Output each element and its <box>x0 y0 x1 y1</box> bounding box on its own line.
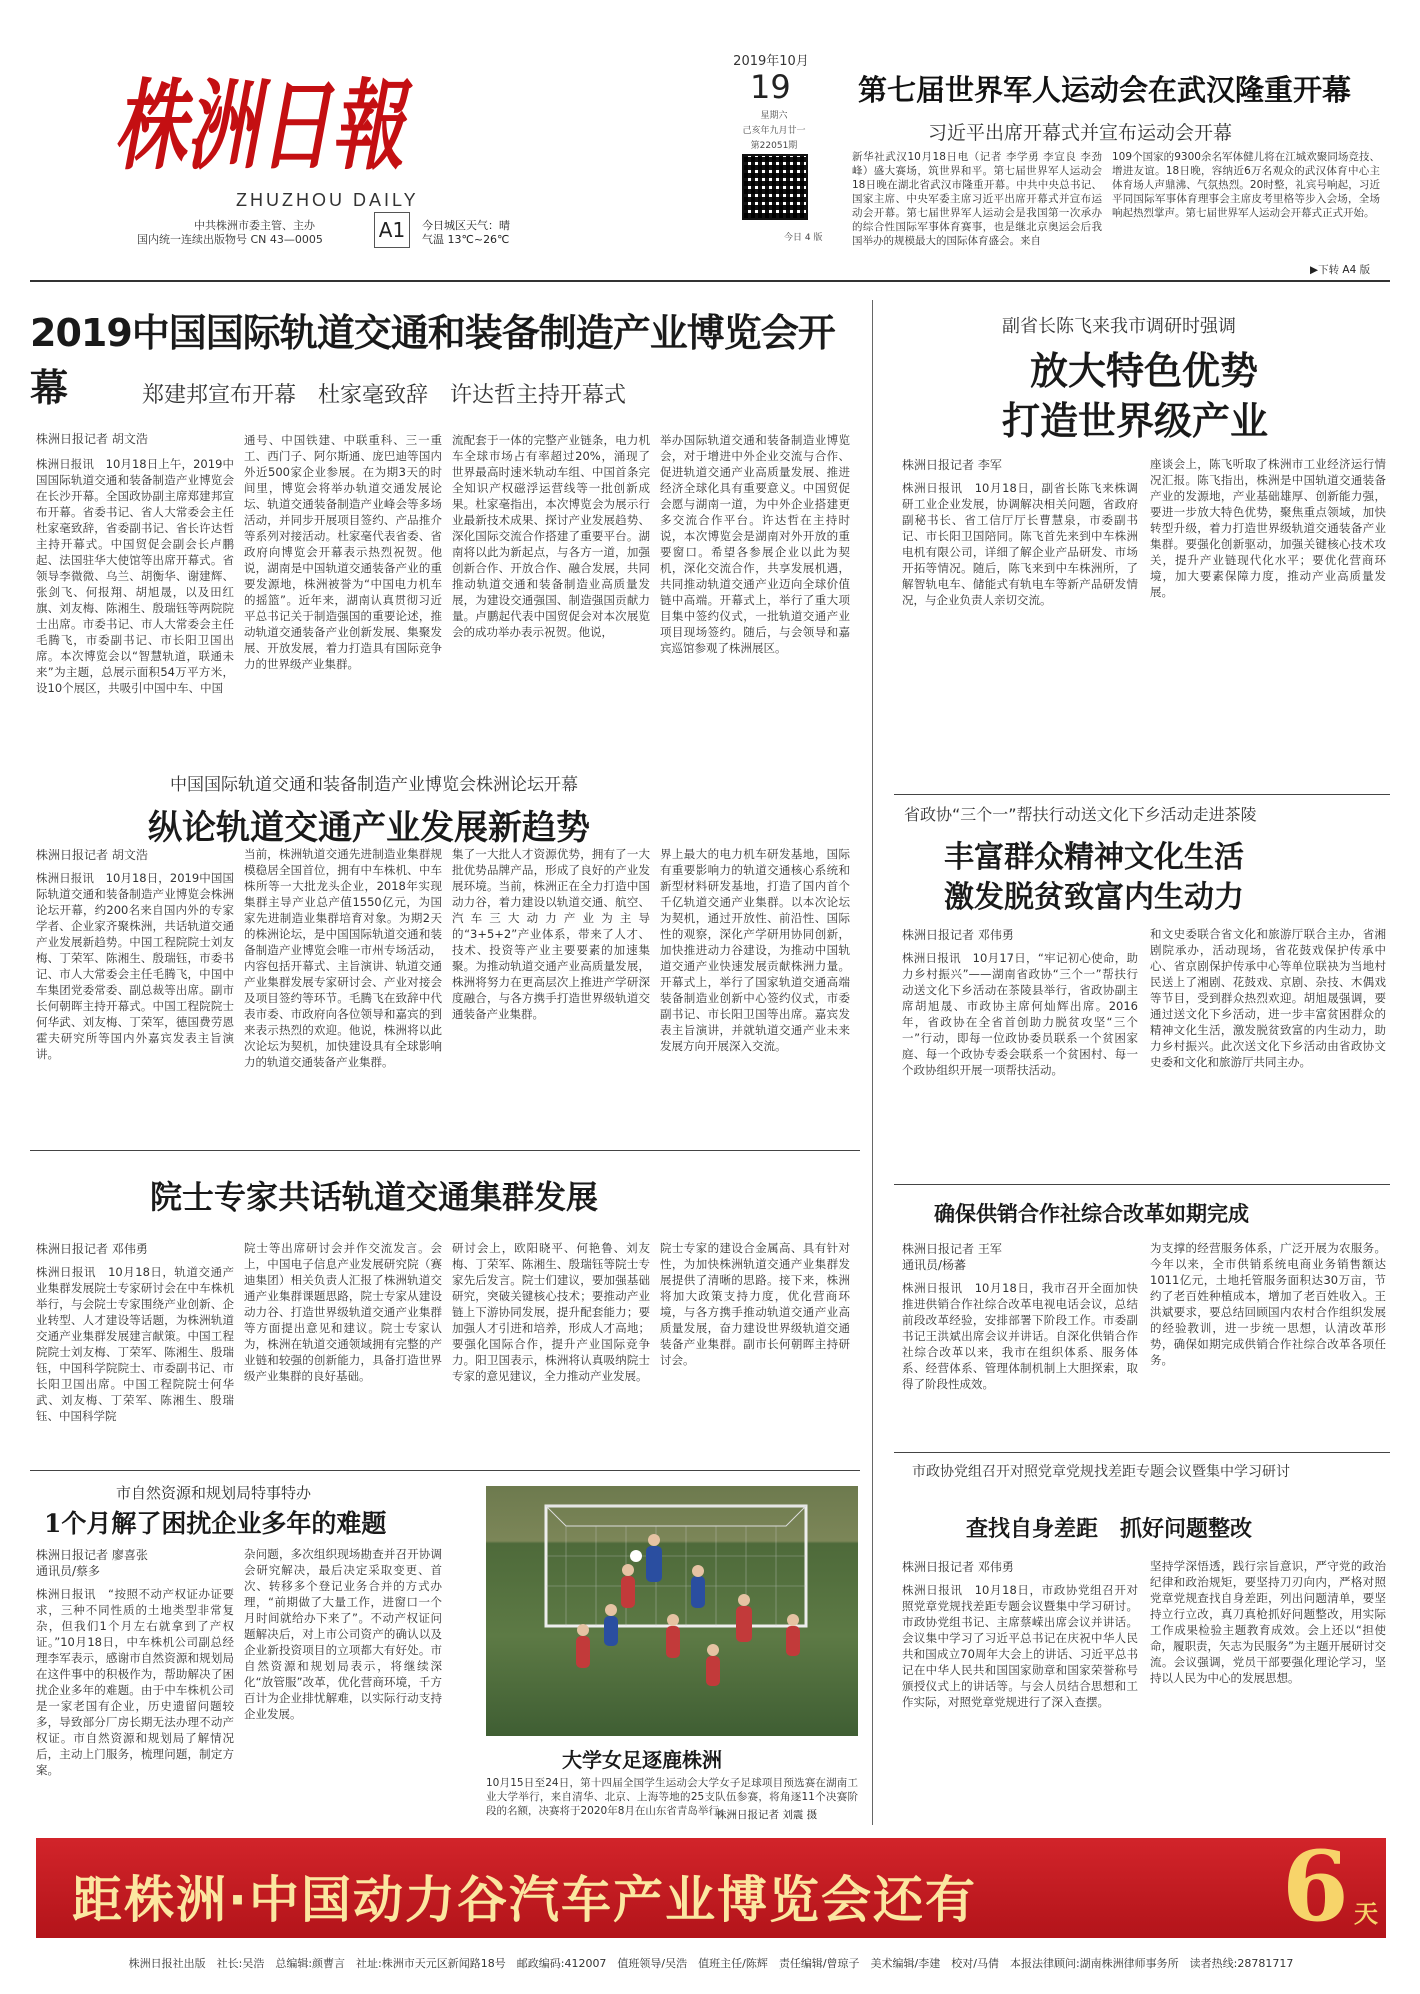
culture-byline: 株洲日报记者 邓伟勇 <box>902 928 1014 942</box>
resource-byline2: 通讯员/蔡多 <box>36 1564 101 1578</box>
top-story-col1: 新华社武汉10月18日电（记者 李学勇 李宣良 李劲峰）盛大赛场，筑世界和平。第七届世界军人运动会18日晚在湖北省武汉市隆重开幕。中共中央总书记、国家主席、中央军委主席习近平出席开幕式并宣布运动会开幕。第七届世界军人运动会是我国第一次承办的综合性国际军事体育赛事，也是继北京奥运会后我国举办的规模最大的国际体育盛会。来自 <box>852 151 1102 247</box>
academician-col4: 院士专家的建设合金属高、具有针对性，为加快株洲轨道交通产业集群发展提供了清晰的思路。接下来，株洲将加大政策支持力度，优化营商环境，与各方携手推动轨道交通产业高质量发展，奋力建设世界级轨道交通装备产业集群。副市长何朝晖主持研讨会。 <box>660 1241 850 1367</box>
resource-kicker: 市自然资源和规划局特事特办 <box>116 1484 312 1502</box>
photo-caption: 10月15日至24日，第十四届全国学生运动会大学女子足球项目预选赛在湖南工业大学举行，来自清华、北京、上海等地的25支队伍参赛，将角逐11个决赛阶段的名额，决赛将于2020年8月在山东省青岛举行。 <box>486 1777 858 1817</box>
culture-col2: 和文史委联合省文化和旅游厅联合主办，省湘剧院承办，活动现场，省花鼓戏保护传承中心、省京剧保护传承中心等单位联袂为当地村民送上了湘剧、花鼓戏、京剧、杂技、木偶戏等节目，受到群众热烈欢迎。胡旭晟强调，要通过送文化下乡活动，进一步丰富贫困群众的精神文化生活，激发脱贫致富的内生动力，助力乡村振兴。此次送文化下乡活动由省政协文史委和文化和旅游厅共同主办。 <box>1150 927 1386 1069</box>
lead-col1: 株洲日报讯 10月18日上午，2019中国国际轨道交通和装备制造产业博览会在长沙开幕。全国政协副主席郑建邦宣布开幕。省委书记、省人大常委会主任杜家毫致辞，省委副书记、省长许达哲主持开幕式。中国贸促会副会长卢鹏起、法国驻华大使馆等出席开幕式。省领导李微微、乌兰、胡衡华、谢建辉、张剑飞、何报翔、胡旭晟，以及田红旗、刘友梅、陈湘生、殷瑞钰等两院院士出席。市委书记、市人大常委会主任毛腾飞，市委副书记、市长阳卫国出席。本次博览会以“智慧轨道，联通未来”为主题，总展示面积54万平方米，设10个展区，共吸引中国中车、中国 <box>36 457 234 695</box>
weather: 今日城区天气：晴 <box>422 219 510 232</box>
top-story-jump: ▶下转 A4 版 <box>1310 264 1371 276</box>
lead-headline: 2019中国国际轨道交通和装备制造产业博览会开幕 <box>30 311 835 410</box>
culture-headline2: 激发脱贫致富内生动力 <box>944 880 1244 915</box>
coop-col2: 为支撑的经营服务体系，广泛开展为农服务。今年以来，全市供销系统电商业务销售额达1011亿元，土地托管服务面积达30万亩，节约了老百姓种植成本，增加了老百姓收入。王洪斌要求，要总结回顾国内农村合作组织发展的经验教训，进一步统一思想，认清改革形势，确保如期完成供销合作社综合改革各项任务。 <box>1150 1241 1386 1367</box>
resource-col2: 杂问题，多次组织现场勘查并召开协调会研究解决，最后决定采取变更、首次、转移多个登记业务合并的方式办理，“前期做了大量工作，进窗口一个月时间就给办下来了”。不动产权证问题解决后，对上市公司资产的确认以及企业新投资项目的立项都大有好处。市自然资源和规划局表示，将继续深化“放管服”改革，优化营商环境，千方百计为企业排忧解难，以实际行动支持企业发展。 <box>244 1547 442 1721</box>
banner-unit: 天 <box>1354 1900 1378 1928</box>
banner-days: 6 <box>1282 1830 1349 1943</box>
temperature: 气温 13℃~26℃ <box>422 233 510 246</box>
lead-byline: 株洲日报记者 胡文浩 <box>36 432 148 446</box>
culture-headline1: 丰富群众精神文化生活 <box>944 840 1244 875</box>
academician-byline: 株洲日报记者 邓伟勇 <box>36 1242 148 1256</box>
vice-governor-col1: 株洲日报讯 10月18日，副省长陈飞来株调研工业企业发展，协调解决相关问题，省政府副秘书长、省工信厅厅长曹慧泉，市委副书记、市长阳卫国陪同。陈飞首先来到中车株洲电机有限公司，详细了解企业产品研发、市场开拓等情况。随后，陈飞来到中车株洲所，了解智轨电车、储能式有轨电车等新产品研发情况，与企业负责人亲切交流。 <box>902 481 1138 607</box>
academician-col1: 株洲日报讯 10月18日，轨道交通产业集群发展院士专家研讨会在中车株机举行，与会院士专家围绕产业创新、企业转型、人才建设等话题，为株洲轨道交通产业集群发展建言献策。中国工程院院士刘友梅、丁荣军、陈湘生、殷瑞钰，中国科学院院士、市委副书记、市长阳卫国出席。中国工程院院士何华武、刘友梅、丁荣军、陈湘生、殷瑞钰、中国科学院 <box>36 1265 234 1423</box>
vice-governor-byline: 株洲日报记者 李军 <box>902 458 1002 472</box>
logo-text: 株洲日報 <box>114 69 413 184</box>
photo-scene <box>486 1486 858 1736</box>
date-day: 19 <box>750 68 791 106</box>
forum-col4: 界上最大的电力机车研发基地，国际有重要影响力的轨道交通核心系统和新型材料研发基地，打造了国内首个千亿轨道交通产业集群。以本次论坛为契机，通过开放性、前沿性、国际性的观察，深化产学研用协同创新，加快推进动力谷建设，为推动中国轨道交通产业快速发展贡献株洲力量。开幕式上，举行了国家轨道交通高端装备制造业创新中心签约仪式，市委副书记、市长阳卫国等出席。嘉宾发表主旨演讲，并就轨道交通产业未来发展方向开展深入交流。 <box>660 847 850 1053</box>
forum-kicker: 中国国际轨道交通和装备制造产业博览会株洲论坛开幕 <box>170 775 578 795</box>
resource-col1: 株洲日报讯 “按照不动产权证办证要求，三种不同性质的土地类型非常复杂，但我们1个月左右就拿到了产权证。”10月18日，中车株机公司副总经理李军表示，感谢市自然资源和规划局在这件事中的积极作为，帮助解决了困扰企业多年的难题。由于中车株机公司是一家老国有企业，历史遗留问题较多，导致部分厂房长期无法办理不动产权证。市自然资源和规划局了解情况后，主动上门服务，梳理问题，制定方案。 <box>36 1587 234 1777</box>
page-number: A1 <box>374 212 410 248</box>
issue-number: 第22051期 <box>750 141 798 151</box>
coop-col1: 株洲日报讯 10月18日，我市召开全面加快推进供销合作社综合改革电视电话会议，总结前段改革经验，安排部署下阶段工作。市委副书记王洪斌出席会议并讲话。自深化供销合作社综合改革以来，我市在组织体系、服务体系、经营体系、管理体制机制上大胆探索，取得了阶段性成效。 <box>902 1281 1138 1391</box>
photo-title: 大学女足逐鹿株洲 <box>562 1748 722 1772</box>
party-headline: 查找自身差距 抓好问题整改 <box>966 1517 1253 1542</box>
banner-text: 距株洲·中国动力谷汽车产业博览会还有 <box>72 1871 977 1929</box>
qr-code <box>742 154 808 220</box>
forum-divider <box>30 1150 860 1151</box>
lead-col2: 通号、中国铁建、中联重科、三一重工、西门子、阿尔斯通、庞巴迪等国内外近500家企业参展。在为期3天的时间里，博览会将举办轨道交通发展论坛、轨道交通装备制造产业峰会等多场活动，并同步开展项目签约、产品推介等系列对接活动。杜家毫代表省委、省政府向博览会开幕表示热烈祝贺。他说，湖南是中国轨道交通装备产业的重要发源地，株洲被誉为“中国电力机车的摇篮”。近年来，湖南认真贯彻习近平总书记关于制造强国的重要论述，推动轨道交通装备产业创新发展、集聚发展、开放发展，着力打造具有国际竞争力的世界级产业集群。 <box>244 433 442 671</box>
masthead-issn: 国内统一连续出版物号 CN 43—0005 <box>137 233 323 246</box>
masthead-divider <box>30 280 1390 282</box>
academician-divider <box>30 1470 860 1471</box>
top-story-subhead: 习近平出席开幕式并宣布运动会开幕 <box>928 122 1233 144</box>
top-story-col2: 109个国家的9300余名军体健儿将在江城欢聚同场竞技、增进友谊。18日晚，容纳近6万名观众的武汉体育中心主体育场人声鼎沸、气氛热烈。20时整，礼宾号响起，习近平同国际军事体育理事会主席皮考里格等步入会场，全场响起热烈掌声。第七届世界军人运动会开幕式正式开始。 <box>1112 151 1380 219</box>
lead-col4: 举办国际轨道交通和装备制造业博览会，对于增进中外企业交流与合作、促进轨道交通产业高质量发展、推进经济全球化具有重要意义。中国贸促会愿与湖南一道，为中外企业搭建更多交流合作平台。许达哲在主持时说，本次博览会是湖南对外开放的重要窗口。希望各参展企业以此为契机，深化交流合作，共享发展机遇，共同推动轨道交通产业迈向全球价值链中高端。开幕式上，举行了重大项目集中签约仪式，一批轨道交通产业项目现场签约。随后，与会领导和嘉宾巡馆参观了株洲展区。 <box>660 433 850 655</box>
forum-col2: 当前，株洲轨道交通先进制造业集群规模稳居全国首位，拥有中车株机、中车株所等一大批龙头企业，2018年实现集群主导产业总产值1550亿元，为国家先进制造业集群培育对象。为期2天的株洲论坛，是中国国际轨道交通和装备制造产业博览会唯一市州专场活动，内容包括开幕式、主旨演讲、轨道交通产业集群发展专家研讨会、产业对接会及项目签约等环节。毛腾飞在致辞中代表市委、市政府向各位领导和嘉宾的到来表示热烈的欢迎。他说，株洲将以此次论坛为契机，加快建设具有全球影响力的轨道交通装备产业集群。 <box>244 847 442 1069</box>
vice-governor-headline1: 放大特色优势 <box>1030 349 1259 393</box>
coop-byline1: 株洲日报记者 王军 <box>902 1242 1002 1256</box>
soccer-photo <box>486 1486 858 1736</box>
lead-col3: 流配套于一体的完整产业链条，电力机车全球市场占有率超过20%，涌现了世界最高时速米轨动车组、中国首条完全知识产权磁浮运营线等一批创新成果。杜家毫指出，本次博览会为展示行业最新技术成果、探讨产业发展趋势、深化国际交流合作搭建了重要平台。湖南将以此为新起点，与各方一道，加强创新合作、开放合作、融合发展，共同推动轨道交通和装备制造业高质量发展，为建设交通强国、制造强国贡献力量。卢鹏起代表中国贸促会对本次展览会的成功举办表示祝贺。他说， <box>452 433 650 639</box>
pages-count: 今日 4 版 <box>784 233 823 243</box>
forum-headline: 纵论轨道交通产业发展新趋势 <box>148 808 590 848</box>
forum-col3: 集了一大批人才资源优势，拥有了一大批优势品牌产品，形成了良好的产业发展环境。当前，株洲正在全力打造中国动力谷，着力建设以轨道交通、航空、汽车三大动力产业为主导的“3+5+2”产业体系，带来了人才、技术、投资等产业主要要素的加速集聚。为推动轨道交通产业高质量发展，株洲将努力在更高层次上推进产学研深度融合，与各方携手打造世界级轨道交通装备产业集群。 <box>452 847 650 1021</box>
vice-governor-kicker: 副省长陈飞来我市调研时强调 <box>1002 316 1236 337</box>
jump-label: 下转 A4 版 <box>1318 264 1371 276</box>
party-col1: 株洲日报讯 10月18日，市政协党组召开对照党章党规找差距专题会议暨集中学习研讨。市政协党组书记、主席蔡嵘出席会议并讲话。会议集中学习了习近平总书记在庆祝中华人民共和国成立70周年大会上的讲话、习近平总书记在中华人民共和国国家勋章和国家荣誉称号颁授仪式上的讲话等。与会人员结合思想和工作实际，对照党章党规进行了深入查摆。 <box>902 1583 1138 1709</box>
date-box <box>706 50 836 250</box>
resource-byline1: 株洲日报记者 廖喜张 <box>36 1548 148 1562</box>
forum-col1: 株洲日报讯 10月18日，2019中国国际轨道交通和装备制造产业博览会株洲论坛开幕，约200名来自国内外的专家学者、企业家齐聚株洲，共话轨道交通产业发展新趋势。中国工程院院士刘友梅、丁荣军、陈湘生、殷瑞钰，市委书记、市人大常委会主任毛腾飞，中国中车集团党委常委、副总裁等出席。副市长何朝晖主持开幕式。中国工程院院士何华武、刘友梅、丁荣军，德国费劳恩霍夫研究所等国内外嘉宾发表主旨演讲。 <box>36 871 234 1061</box>
party-byline: 株洲日报记者 邓伟勇 <box>902 1560 1014 1574</box>
footer-text: 株洲日报社出版 社长:吴浩 总编辑:颜曹言 社址:株洲市天元区新闻路18号 邮政编码:412007 值班领导/吴浩 值班主任/陈辉 责任编辑/曾琼子 美术编辑/李建 校对/马倩 本报法律顾问:湖南株洲律师事务所 读者热线:28781717 <box>128 1957 1294 1970</box>
coop-byline2: 通讯员/杨蕃 <box>902 1258 967 1272</box>
date-lunar: 己亥年九月廿一 <box>742 126 806 136</box>
academician-col3: 研讨会上，欧阳晓平、何艳鲁、刘友梅、丁荣军、陈湘生、殷瑞钰等院士专家先后发言。院士们建议，要加强基础研究，突破关键核心技术；要推动产业链上下游协同发展，提升配套能力；要加强人才引进和培养，形成人才高地；要强化国际合作，提升产业国际竞争力。阳卫国表示，株洲将认真吸纳院士专家的意见建议，全力推动产业发展。 <box>452 1241 650 1383</box>
resource-headline: 1个月解了困扰企业多年的难题 <box>44 1509 387 1538</box>
party-kicker: 市政协党组召开对照党章党规找差距专题会议暨集中学习研讨 <box>912 1464 1290 1480</box>
right-divider-3 <box>894 1452 1390 1453</box>
vice-governor-col2: 座谈会上，陈飞听取了株洲市工业经济运行情况汇报。陈飞指出，株洲是中国轨道交通装备产业的发源地，产业基础雄厚、创新能力强，要进一步放大特色优势，聚焦重点领域，加快转型升级，着力打造世界级轨道交通装备产业集群。要强化创新驱动，加强关键核心技术攻关，提升产业链现代化水平；要优化营商环境，加大要素保障力度，推动产业高质量发展。 <box>1150 457 1386 599</box>
culture-col1: 株洲日报讯 10月17日，“牢记初心使命，助力乡村振兴”——湖南省政协“三个一”帮扶行动送文化下乡活动在茶陵县举行，省政协副主席胡旭晟、市政协主席何灿辉出席。2016年，省政协在全省首创助力脱贫攻坚“三个一”行动，即每一位政协委员联系一个贫困家庭、每一个政协专委会联系一个贫困村、每一个政协组织开展一项帮扶活动。 <box>902 951 1138 1077</box>
coop-headline: 确保供销合作社综合改革如期完成 <box>934 1202 1249 1226</box>
masthead-sponsor: 中共株洲市委主管、主办 <box>194 219 315 232</box>
date-weekday: 星期六 <box>760 111 788 121</box>
main-column-divider <box>872 300 873 1825</box>
culture-kicker: 省政协“三个一”帮扶行动送文化下乡活动走进茶陵 <box>904 805 1257 824</box>
countdown-banner <box>36 1830 1386 1943</box>
photo-credit: 株洲日报记者 刘震 摄 <box>716 1809 818 1821</box>
right-divider-1 <box>894 794 1390 795</box>
date-line: 2019年10月 <box>733 54 809 69</box>
academician-headline: 院士专家共话轨道交通集群发展 <box>150 1178 599 1216</box>
top-story-headline: 第七届世界军人运动会在武汉隆重开幕 <box>858 73 1352 107</box>
party-col2: 坚持学深悟透，践行宗旨意识，严守党的政治纪律和政治规矩，要坚持刀刃向内，严格对照党章党规查找自身差距，列出问题清单，要坚持立行立改，真刀真枪抓好问题整改，用实际工作成果检验主题教育成效。会上还以“担使命，履职责，矢志为民服务”为主题开展研讨交流。会议强调，党员干部要强化理论学习，坚持以人民为中心的发展思想。 <box>1150 1559 1386 1685</box>
masthead-logo <box>110 52 413 184</box>
logo-calligraphy <box>110 52 413 184</box>
right-divider-2 <box>894 1184 1390 1185</box>
masthead-daily: ZHUZHOU DAILY <box>236 190 419 210</box>
lead-subhead: 郑建邦宣布开幕 杜家毫致辞 许达哲主持开幕式 <box>142 383 627 408</box>
academician-col2: 院士等出席研讨会并作交流发言。会上，中国电子信息产业发展研究院（赛迪集团）相关负责人汇报了株洲轨道交通产业集群课题思路，院士专家从建设动力谷、打造世界级轨道交通产业集群等方面提出意见和建议。院士专家认为，株洲在轨道交通领域拥有完整的产业链和较强的创新能力，具备打造世界级产业集群的良好基础。 <box>244 1241 442 1383</box>
forum-byline: 株洲日报记者 胡文浩 <box>36 848 148 862</box>
vice-governor-headline2: 打造世界级产业 <box>1002 399 1269 443</box>
